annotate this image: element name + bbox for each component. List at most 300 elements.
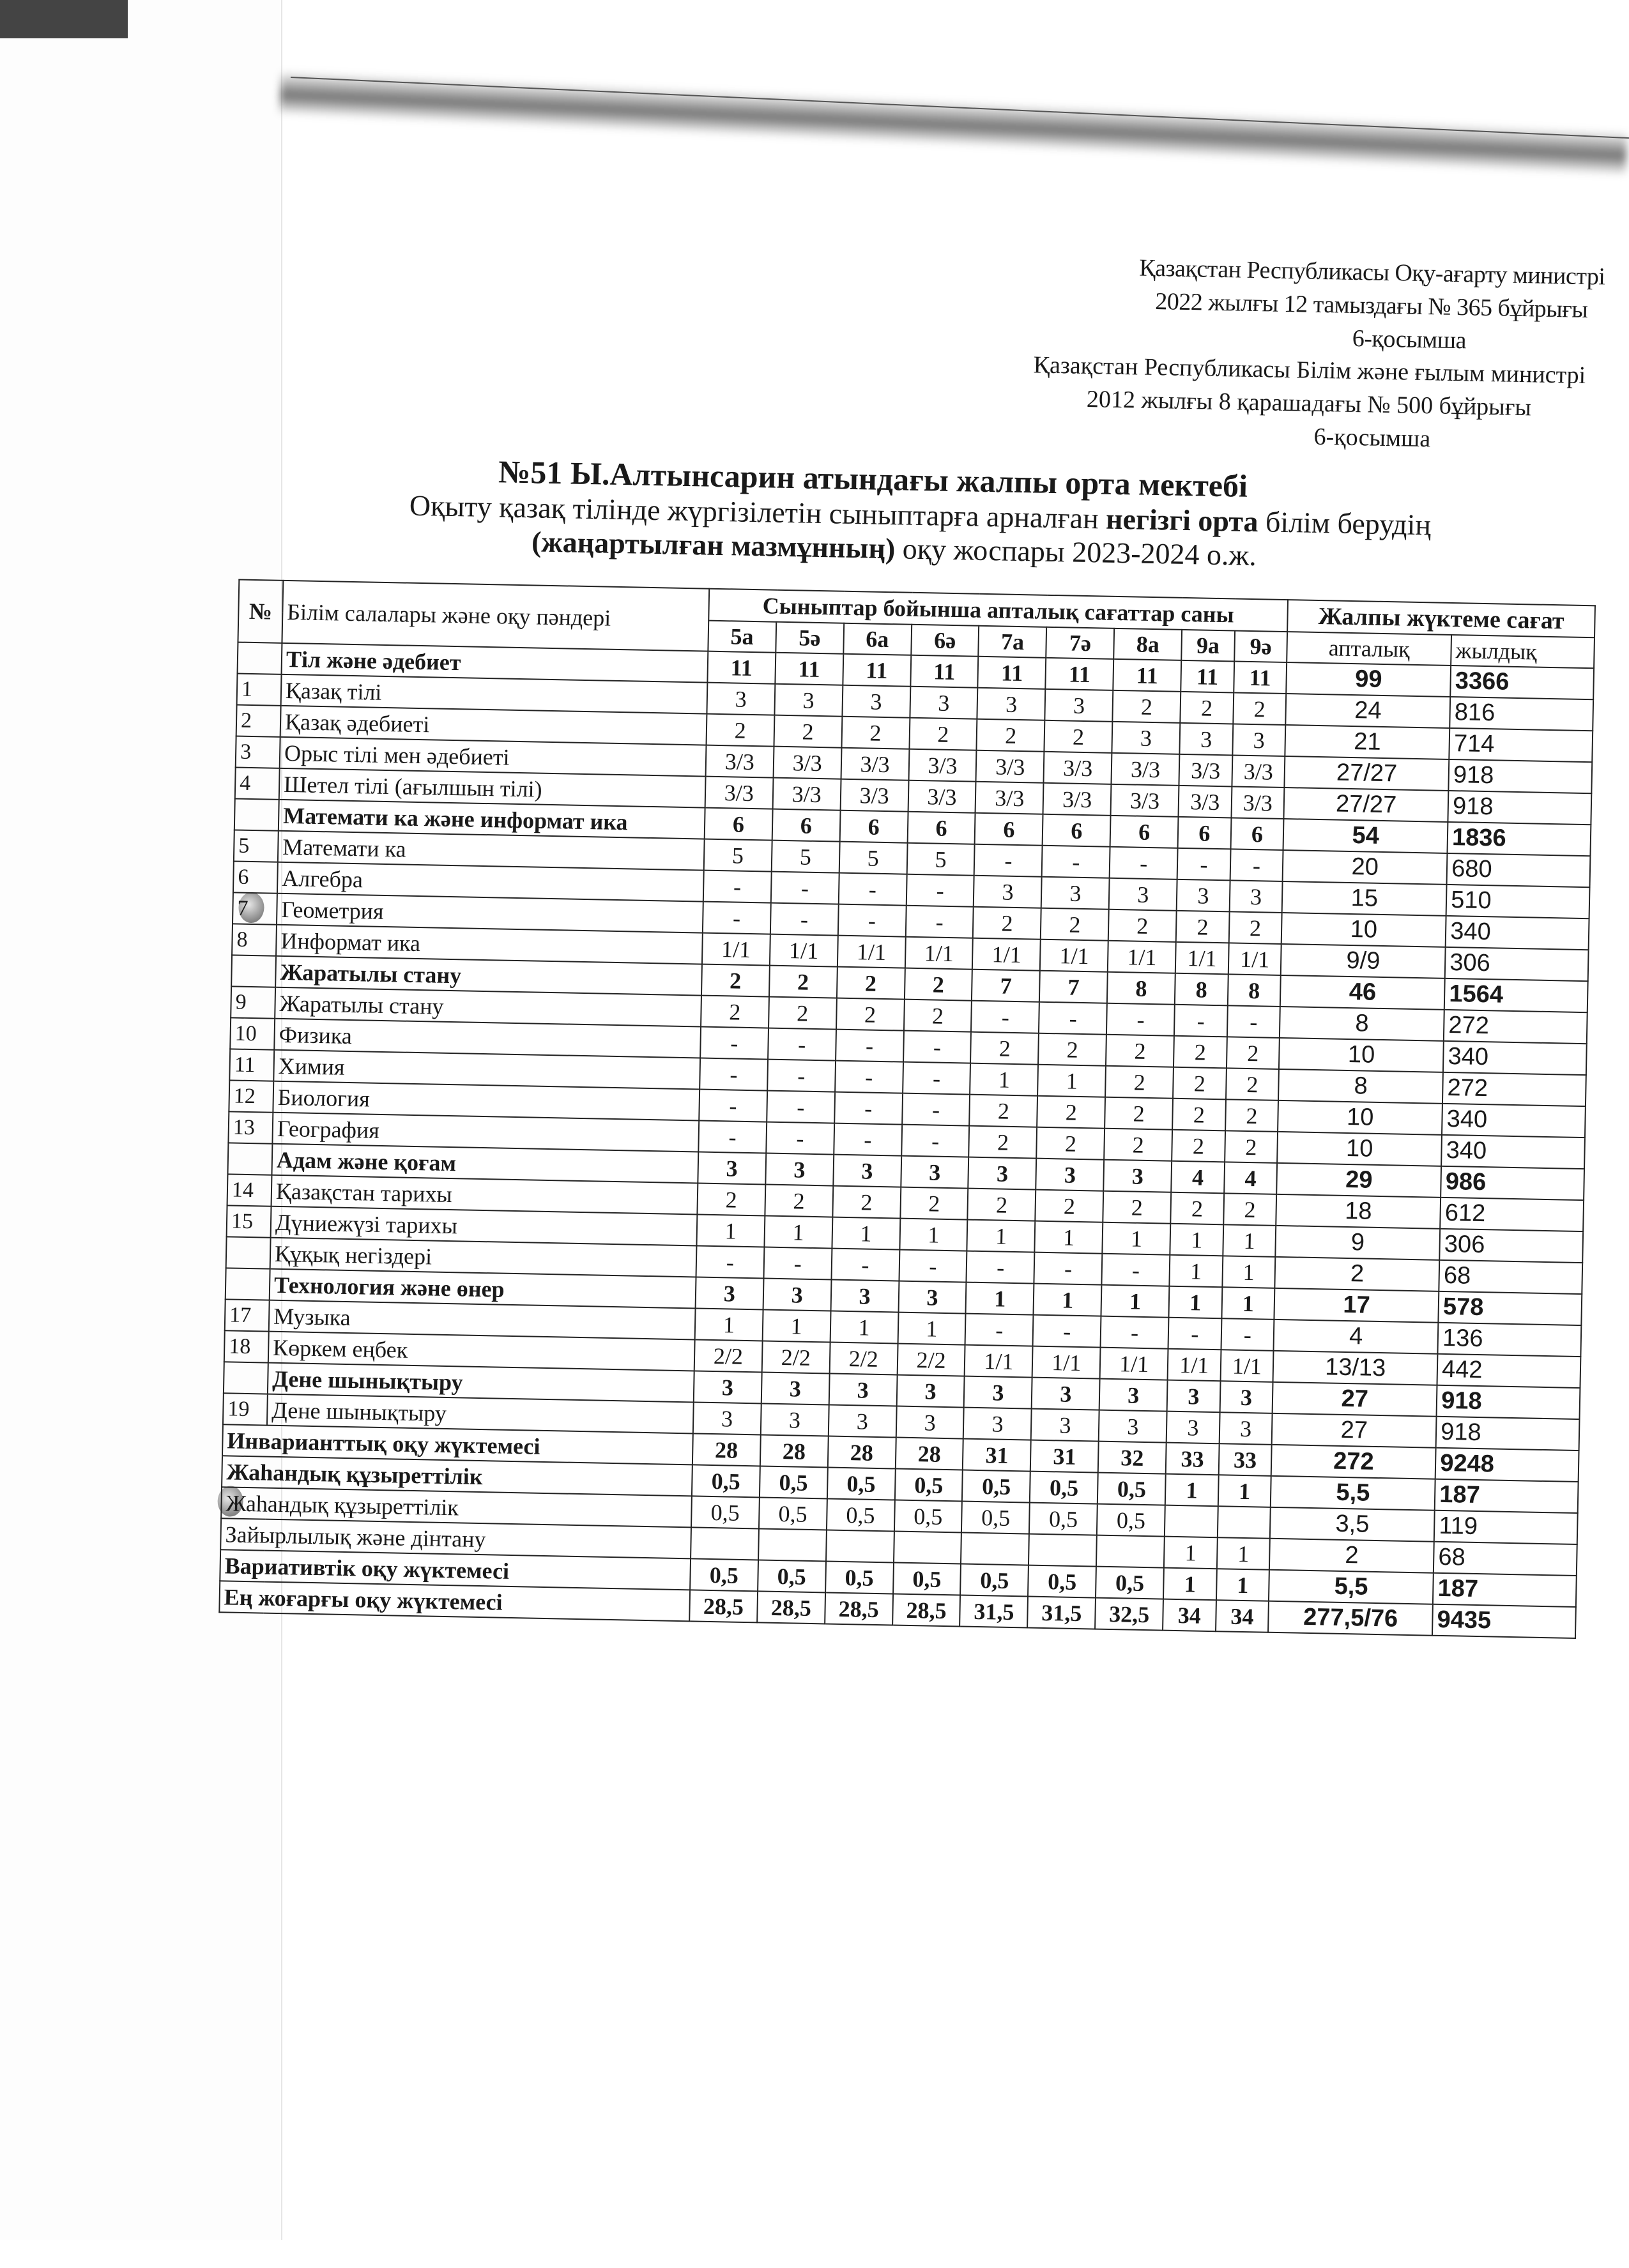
weekly-total: 21 — [1285, 725, 1450, 759]
hours-cell: - — [831, 1249, 899, 1281]
curriculum-table — [218, 579, 1596, 1639]
weekly-total: 9/9 — [1281, 944, 1446, 978]
hours-cell: - — [1101, 1316, 1169, 1349]
hours-cell: 6 — [705, 808, 773, 841]
title-line-3-post: оқу жоспары 2023-2024 о.ж. — [894, 532, 1257, 572]
summary-hours-cell: 0,5 — [760, 1466, 828, 1498]
summary-hours-cell — [961, 1533, 1029, 1565]
hours-cell: 3 — [1036, 1159, 1105, 1191]
subject-name: Биология — [273, 1081, 700, 1121]
hours-cell: 3/3 — [1231, 786, 1285, 819]
class-header: 5ә — [776, 622, 844, 654]
note-2-line-1: Қазақстан Республикасы Білім және ғылым министрі — [1033, 351, 1586, 389]
summary-hours-cell: 1 — [1163, 1568, 1216, 1601]
hours-cell: 2 — [1105, 1097, 1173, 1130]
hours-cell: 2 — [1172, 1130, 1225, 1162]
weekly-total: 8 — [1278, 1069, 1443, 1104]
hours-cell: - — [767, 1091, 835, 1123]
hours-cell: 2 — [900, 1187, 968, 1220]
class-header: 9а — [1181, 630, 1234, 662]
hours-cell: 1 — [1103, 1222, 1171, 1255]
hours-cell: - — [838, 873, 906, 906]
row-number: 17 — [225, 1299, 270, 1331]
hours-cell: 3 — [1167, 1380, 1220, 1413]
hours-cell: 2 — [1105, 1066, 1174, 1099]
hours-cell: 8 — [1227, 974, 1281, 1007]
hours-cell: 3 — [698, 1152, 766, 1185]
hours-cell: 3/3 — [1179, 786, 1232, 818]
hours-cell: - — [1221, 1318, 1274, 1351]
row-number: 15 — [227, 1205, 272, 1237]
hours-cell: 2 — [1174, 1036, 1227, 1069]
hours-cell: 3 — [1041, 877, 1110, 909]
hours-cell: 1 — [898, 1313, 966, 1345]
class-header: 5а — [708, 621, 776, 653]
hours-cell: - — [770, 903, 839, 936]
hours-cell: 2 — [706, 714, 774, 747]
summary-weekly-total: 5,5 — [1269, 1570, 1434, 1604]
hours-cell: 2 — [1226, 1068, 1280, 1100]
hours-cell: 6 — [1110, 816, 1179, 848]
subject-name: Информат ика — [276, 925, 703, 964]
summary-label: Жаһандық құзыреттілік — [221, 1487, 692, 1527]
hours-cell: 6 — [907, 812, 975, 844]
class-header: 9ә — [1234, 630, 1288, 662]
hours-cell: - — [905, 906, 974, 938]
summary-hours-cell: 0,5 — [893, 1562, 961, 1595]
weekly-total: 2 — [1275, 1257, 1440, 1291]
hours-cell: - — [763, 1247, 832, 1280]
hours-cell: 7 — [972, 970, 1040, 1002]
yearly-total: 306 — [1439, 1229, 1583, 1263]
summary-label: Инварианттық оқу жүктемесі — [222, 1424, 693, 1465]
hours-cell: 3 — [833, 1155, 901, 1187]
summary-hours-cell: 0,5 — [690, 1558, 758, 1591]
hours-cell: 2/2 — [829, 1343, 898, 1375]
summary-hours-cell: 0,5 — [1097, 1504, 1165, 1537]
hours-cell: - — [967, 1251, 1035, 1284]
subject-name: Физика — [274, 1019, 701, 1058]
weekly-total: 13/13 — [1273, 1351, 1438, 1385]
hours-cell: 1 — [1223, 1224, 1276, 1257]
hours-cell: 11 — [775, 653, 843, 685]
yearly-total: 816 — [1449, 697, 1593, 731]
hours-cell: 3 — [1109, 878, 1177, 911]
hours-cell: 1 — [695, 1308, 763, 1341]
hours-cell: 4 — [1224, 1162, 1278, 1194]
hours-cell: 2 — [1173, 1067, 1226, 1100]
hours-cell: 1 — [1035, 1221, 1103, 1254]
hours-cell: 1/1 — [965, 1345, 1033, 1378]
row-number — [231, 955, 276, 987]
summary-hours-cell: 1 — [1218, 1475, 1271, 1507]
hours-cell: 1/1 — [972, 938, 1041, 971]
hours-cell: - — [1102, 1254, 1170, 1286]
hours-cell: 1 — [1169, 1286, 1222, 1319]
class-header: 7а — [979, 626, 1047, 658]
weekly-total: 27 — [1273, 1382, 1437, 1417]
summary-hours-cell: 0,5 — [1097, 1473, 1166, 1505]
hours-cell: 2 — [1176, 911, 1229, 943]
summary-hours-cell: 28 — [895, 1438, 963, 1470]
hours-cell: 2 — [1108, 909, 1177, 942]
summary-hours-cell: 33 — [1166, 1443, 1219, 1475]
hours-cell: 1 — [1221, 1287, 1275, 1320]
note-2-line-2: 2012 жылғы 8 қарашадағы № 500 бұйрығы — [1086, 385, 1532, 422]
summary-yearly-total: 68 — [1434, 1542, 1577, 1576]
hours-cell: 11 — [978, 657, 1046, 689]
yearly-total: 68 — [1439, 1260, 1582, 1294]
hours-cell: - — [703, 902, 771, 934]
hours-cell: 2 — [837, 967, 905, 1000]
hours-cell: 3 — [1232, 724, 1286, 756]
subject-name: Дене шынықтыру — [267, 1394, 694, 1434]
subject-name: Химия — [273, 1050, 700, 1090]
yearly-total: 918 — [1448, 791, 1592, 825]
hours-cell: 2 — [841, 717, 910, 749]
summary-hours-cell: 0,5 — [961, 1502, 1030, 1534]
hours-cell: 3 — [1032, 1378, 1100, 1410]
weekly-total: 15 — [1282, 881, 1447, 916]
hours-cell: 2 — [774, 715, 842, 748]
summary-hours-cell: 0,5 — [1096, 1567, 1164, 1599]
hours-cell: 1 — [832, 1217, 900, 1250]
hours-cell: - — [971, 1001, 1039, 1033]
yearly-total: 306 — [1445, 947, 1589, 981]
row-number — [227, 1143, 272, 1175]
yearly-total: 340 — [1446, 916, 1589, 950]
hours-cell: - — [1230, 849, 1283, 881]
subject-group-name: Математи ка және информат ика — [279, 800, 705, 839]
hours-cell: - — [899, 1250, 967, 1282]
hours-cell: 2 — [1037, 1096, 1105, 1129]
hours-cell: 3 — [1103, 1160, 1172, 1192]
hours-cell: 3/3 — [976, 750, 1044, 783]
subject-name: Көркем еңбек — [268, 1332, 695, 1371]
hours-cell: 1/1 — [1040, 940, 1108, 972]
title-line-2-bold: негізгі орта — [1105, 502, 1259, 538]
hours-cell: - — [902, 1093, 970, 1126]
hours-cell: 3/3 — [1112, 753, 1180, 786]
hours-cell: 2 — [769, 966, 837, 998]
row-number — [226, 1237, 271, 1268]
summary-label: Зайырлылық және дінтану — [220, 1518, 691, 1558]
hours-cell: - — [700, 1058, 768, 1091]
summary-yearly-total: 9248 — [1435, 1448, 1579, 1482]
weekly-total: 18 — [1276, 1194, 1441, 1229]
summary-label: Ең жоғарғы оқу жүктемесі — [219, 1581, 690, 1621]
subject-group-name: Технология және өнер — [270, 1269, 696, 1309]
weekly-total: 27/27 — [1285, 756, 1449, 791]
hours-cell: 1/1 — [1108, 941, 1176, 973]
yearly-total: 918 — [1449, 759, 1593, 793]
summary-yearly-total: 119 — [1434, 1511, 1578, 1544]
summary-hours-cell: 0,5 — [827, 1467, 896, 1500]
hours-cell: 3 — [707, 683, 775, 715]
hours-cell: 2 — [904, 1000, 972, 1032]
hours-cell: 1 — [1037, 1065, 1106, 1097]
hours-cell: 1 — [1222, 1256, 1276, 1288]
hours-cell: - — [698, 1121, 767, 1153]
hours-cell: 11 — [1181, 660, 1234, 693]
summary-hours-cell: 1 — [1217, 1537, 1271, 1570]
hours-cell: 3/3 — [1111, 784, 1179, 817]
row-number: 10 — [230, 1017, 275, 1049]
weekly-total: 9 — [1276, 1226, 1441, 1260]
summary-hours-cell: 0,5 — [759, 1497, 827, 1530]
hours-cell: - — [903, 1062, 971, 1095]
hours-cell: 8 — [1175, 973, 1228, 1006]
summary-hours-cell: 28,5 — [689, 1590, 758, 1622]
subject-name: Геометрия — [277, 894, 703, 933]
hours-cell: 3/3 — [841, 748, 909, 780]
hours-cell: 2/2 — [694, 1339, 763, 1372]
subject-name: Музыка — [269, 1300, 696, 1340]
summary-yearly-total: 9435 — [1432, 1604, 1576, 1638]
hours-cell: 5 — [906, 843, 975, 876]
hours-cell: 2 — [1172, 1099, 1225, 1131]
weekly-total: 20 — [1283, 850, 1448, 885]
hours-cell: 3 — [694, 1371, 762, 1403]
subject-name: Жаратылы стану — [275, 987, 701, 1027]
hours-cell: 3 — [830, 1280, 899, 1313]
row-number: 11 — [229, 1049, 274, 1081]
summary-hours-cell: 0,5 — [894, 1500, 962, 1533]
hours-cell: 11 — [910, 655, 979, 688]
hours-cell: 2 — [909, 718, 977, 750]
hours-cell: 2 — [701, 996, 769, 1028]
hours-cell: 2 — [1041, 908, 1109, 941]
subject-group-name: Дене шынықтыру — [268, 1363, 694, 1403]
hours-cell: 1 — [1170, 1224, 1223, 1256]
hours-cell: - — [835, 1061, 903, 1093]
yearly-total: 340 — [1441, 1135, 1585, 1169]
yearly-total: 714 — [1449, 728, 1593, 762]
subject-name: Қазақстан тарихы — [272, 1175, 698, 1215]
hours-cell: 3/3 — [705, 745, 774, 778]
hours-cell: - — [771, 872, 839, 904]
hours-cell: 2 — [1104, 1129, 1172, 1161]
hours-cell: 2 — [765, 1185, 833, 1217]
hours-cell: 1 — [899, 1219, 968, 1251]
summary-weekly-total: 272 — [1271, 1445, 1436, 1479]
row-number: 13 — [228, 1111, 273, 1143]
weekly-total: 10 — [1278, 1100, 1442, 1135]
yearly-total: 272 — [1444, 1010, 1587, 1044]
weekly-total: 4 — [1274, 1320, 1439, 1354]
summary-hours-cell: 31 — [1030, 1440, 1099, 1473]
hours-cell: 2 — [1223, 1193, 1277, 1226]
summary-hours-cell: 28,5 — [757, 1591, 825, 1624]
weekly-total: 8 — [1280, 1007, 1444, 1041]
row-number: 19 — [223, 1393, 268, 1425]
hours-cell: 11 — [1046, 658, 1114, 690]
row-number: 5 — [234, 830, 279, 862]
hours-cell: 3 — [898, 1281, 967, 1314]
weekly-total: 54 — [1283, 819, 1448, 853]
summary-hours-cell: 0,5 — [894, 1469, 963, 1502]
yearly-total: 1836 — [1448, 822, 1591, 856]
yearly-total: 986 — [1441, 1166, 1584, 1200]
row-number: 12 — [229, 1080, 273, 1112]
hours-cell: 2 — [836, 998, 905, 1031]
summary-hours-cell: 28,5 — [825, 1592, 893, 1625]
weekly-total: 17 — [1274, 1288, 1439, 1323]
hours-cell: 1 — [966, 1282, 1034, 1315]
hours-cell: 1/1 — [1228, 943, 1281, 975]
summary-hours-cell: 32,5 — [1095, 1598, 1163, 1631]
row-number — [224, 1362, 268, 1394]
summary-hours-cell: 28 — [760, 1435, 829, 1467]
subject-name: Орыс тілі мен әдебиеті — [280, 737, 707, 777]
weekly-total: 27 — [1272, 1413, 1437, 1448]
yearly-total: 272 — [1442, 1072, 1586, 1106]
hours-cell: 2 — [968, 1189, 1036, 1221]
hours-cell: 3 — [1099, 1379, 1168, 1412]
subject-group-name: Жаратылы стану — [275, 956, 702, 996]
title-line-2-pre: Оқыту қазақ тілінде жүргізілетін сыныптарға арналған — [409, 489, 1106, 535]
yearly-total: 918 — [1436, 1417, 1580, 1450]
hours-cell: 3 — [1099, 1410, 1167, 1443]
summary-hours-cell — [826, 1530, 894, 1562]
hours-cell: 2 — [1036, 1190, 1104, 1222]
note-1-line-3: 6-қосымша — [1352, 324, 1467, 354]
hours-cell: 3 — [1166, 1412, 1220, 1444]
hours-cell: - — [901, 1125, 970, 1157]
row-number: 4 — [235, 767, 280, 799]
summary-hours-cell — [1217, 1506, 1271, 1539]
summary-hours-cell: 31,5 — [960, 1595, 1029, 1628]
summary-hours-cell: 0,5 — [960, 1564, 1029, 1597]
hours-cell: 3 — [977, 688, 1046, 720]
subject-name: Дүниежүзі тарихы — [271, 1206, 698, 1246]
weekly-total: 10 — [1279, 1038, 1444, 1072]
hours-cell: 1 — [764, 1216, 832, 1249]
summary-hours-cell: 28,5 — [892, 1594, 961, 1626]
class-header: 7ә — [1046, 627, 1115, 659]
row-number: 7 — [233, 892, 277, 924]
hours-cell: 6 — [1178, 817, 1231, 849]
row-number: 2 — [236, 705, 281, 737]
subject-name: Қазақ әдебиеті — [280, 706, 707, 745]
hours-cell: 1/1 — [1168, 1349, 1221, 1381]
hours-cell: 1 — [696, 1214, 765, 1247]
hours-cell: 2 — [1038, 1033, 1106, 1066]
yearly-total: 510 — [1446, 885, 1590, 918]
weekly-total: 24 — [1286, 694, 1451, 728]
yearly-total: 578 — [1439, 1291, 1582, 1325]
subject-name: География — [272, 1113, 699, 1152]
hours-cell: 2 — [1037, 1127, 1105, 1160]
hours-cell: - — [906, 874, 974, 907]
summary-hours-cell: 0,5 — [1029, 1503, 1097, 1535]
hours-cell: 6 — [839, 811, 908, 843]
summary-hours-cell — [894, 1531, 962, 1564]
appendix-note-2 — [973, 347, 1629, 460]
hours-cell: - — [1106, 1003, 1175, 1036]
hours-cell: 3/3 — [1179, 754, 1232, 787]
hours-cell: - — [1042, 846, 1110, 878]
hours-cell: 3 — [828, 1404, 896, 1437]
hours-cell: 1/1 — [837, 936, 906, 968]
hours-cell: 6 — [1230, 818, 1284, 850]
weekly-header: апталық — [1287, 632, 1451, 666]
hours-cell: 6 — [1043, 814, 1111, 847]
hours-cell: 3/3 — [975, 782, 1044, 814]
hours-cell: 3 — [1229, 880, 1283, 913]
summary-hours-cell: 0,5 — [692, 1465, 760, 1497]
subject-name: Математи ка — [278, 831, 705, 871]
title-line-3-bold: (жаңартылған мазмұнның) — [531, 525, 896, 565]
hours-cell: 3 — [763, 1279, 831, 1311]
hours-cell: 11 — [1113, 659, 1182, 692]
yearly-total: 612 — [1440, 1198, 1584, 1231]
hours-cell: 1 — [970, 1063, 1039, 1096]
hours-cell: 3/3 — [1232, 755, 1285, 788]
row-number: 9 — [231, 986, 275, 1018]
hours-cell: 1 — [967, 1220, 1036, 1252]
hours-cell: 3 — [695, 1277, 763, 1309]
summary-hours-cell: 0,5 — [962, 1470, 1030, 1503]
hours-cell: 3 — [964, 1376, 1032, 1409]
hours-cell: 3 — [829, 1374, 897, 1406]
hours-cell: - — [699, 1090, 767, 1122]
summary-hours-cell — [1165, 1505, 1218, 1538]
hours-cell: 3 — [1177, 879, 1230, 912]
summary-hours-cell — [758, 1528, 827, 1561]
hours-cell: 2 — [1228, 911, 1282, 944]
summary-hours-cell: 28 — [828, 1436, 896, 1468]
hours-cell: 2 — [1106, 1035, 1174, 1067]
summary-hours-cell: 0,5 — [827, 1498, 895, 1531]
hours-cell: 2 — [1170, 1192, 1223, 1225]
summary-hours-cell: 1 — [1216, 1569, 1270, 1601]
hours-cell: 5 — [772, 841, 840, 873]
row-number: 14 — [227, 1174, 272, 1206]
hours-cell: 2 — [1227, 1037, 1280, 1069]
hours-cell: 5 — [839, 842, 907, 874]
hours-cell: 2 — [697, 1183, 765, 1215]
hours-cell: - — [1110, 847, 1178, 879]
summary-weekly-total: 3,5 — [1270, 1507, 1435, 1542]
hours-cell: 1/1 — [1032, 1346, 1101, 1379]
row-number: 8 — [232, 924, 277, 955]
hours-cell: 2 — [973, 907, 1041, 940]
hours-cell: 3 — [761, 1372, 830, 1404]
hours-cell: 2 — [1225, 1130, 1278, 1163]
hours-cell: - — [700, 1027, 769, 1060]
hours-cell: 1/1 — [1100, 1348, 1168, 1380]
summary-hours-cell: 28 — [692, 1433, 761, 1466]
hours-cell: 3 — [1112, 722, 1181, 754]
hours-cell: 3 — [1179, 723, 1232, 756]
hours-cell: 2 — [970, 1095, 1038, 1127]
hours-cell: 3 — [1045, 689, 1113, 722]
hours-cell: 1/1 — [1220, 1350, 1274, 1382]
col-subject-header: Білім салалары және оқу пәндері — [282, 581, 709, 651]
hours-cell: - — [1168, 1318, 1221, 1350]
hours-cell: 3/3 — [840, 779, 908, 812]
hours-cell: 3 — [774, 684, 843, 717]
hours-cell: - — [768, 1028, 836, 1061]
subject-name: Шетел тілі (ағылшын тілі) — [279, 768, 706, 808]
weekly-total: 99 — [1286, 662, 1451, 697]
hours-cell: 2 — [970, 1032, 1039, 1065]
col-weekly-hours-header: Сыныптар бойынша апталық сағаттар саны — [708, 589, 1288, 632]
yearly-total: 340 — [1442, 1104, 1586, 1138]
hours-cell: 3/3 — [908, 780, 976, 813]
hours-cell: 3/3 — [773, 747, 841, 779]
